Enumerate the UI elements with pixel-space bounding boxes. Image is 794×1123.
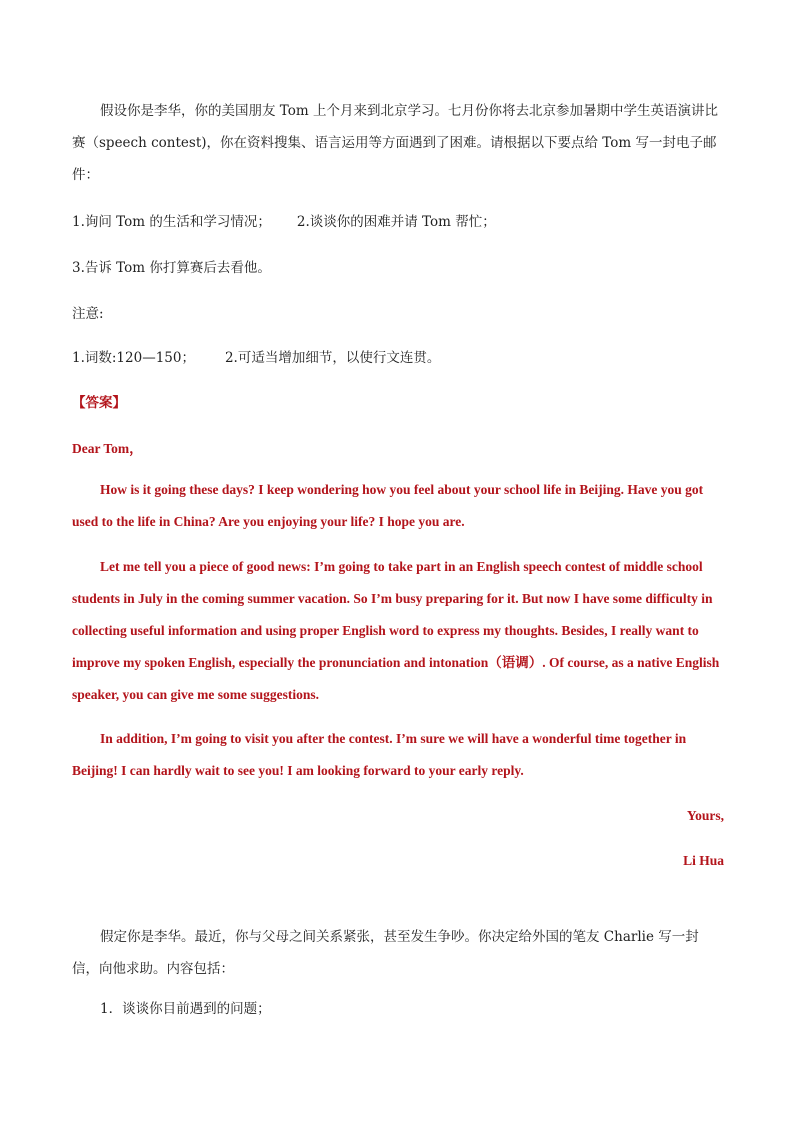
answer-closing: Yours, bbox=[686, 808, 724, 823]
task1-note-label: 注意: bbox=[72, 306, 104, 322]
answer-label: 【答案】 bbox=[72, 395, 126, 410]
task1-note-2: 2.可适当增加细节，以使行文连贯。 bbox=[224, 350, 441, 366]
task1-note-1: 1.词数:120—150； bbox=[72, 350, 195, 366]
task1-point-1: 1.询问 Tom 的生活和学习情况； bbox=[72, 214, 271, 230]
task1-points-line-1 bbox=[72, 210, 724, 230]
answer-paragraph-1: How is it going these days? I keep wondering how you feel about your school life in Beijing. Have you got used to the life in China? Are you enjoying your life? I hope you are. bbox=[72, 482, 704, 529]
task1-point-3: 3.告诉 Tom 你打算赛后去看他。 bbox=[72, 260, 271, 276]
task1-prompt: 假设你是李华，你的美国朋友 Tom 上个月来到北京学习。七月份你将去北京参加暑期中学生英语演讲比赛（speech contest)，你在资料搜集、语言运用等方面遇到了困难。请根据以下要点给 Tom 写一封电子邮件： bbox=[72, 103, 718, 183]
task2-prompt: 假定你是李华。最近，你与父母之间关系紧张，甚至发生争吵。你决定给外国的笔友 Charlie 写一封信，向他求助。内容包括： bbox=[72, 929, 699, 977]
answer-greeting: Dear Tom， bbox=[72, 441, 143, 456]
answer-paragraph-2: Let me tell you a piece of good news: I’m going to take part in an English speech contest of middle school students in July in the coming summer vacation. So I’m busy preparing for it. But now I have some difficulty in collecting useful information and using proper English word to express my thoughts. Besides, I really want to improve my spoken English, especially the pronunciation and intonation（语调）. Of course, as a native English speaker, you can give me some suggestions. bbox=[72, 559, 720, 702]
task2-point-1: 1．谈谈你目前遇到的问题； bbox=[100, 1001, 271, 1017]
answer-paragraph-3: In addition, I’m going to visit you after the contest. I’m sure we will have a wonderful time together in Beijing! I can hardly wait to see you! I am looking forward to your early reply. bbox=[72, 731, 687, 778]
answer-signature: Li Hua bbox=[683, 853, 724, 868]
task1-point-2: 2.谈谈你的困难并请 Tom 帮忙； bbox=[296, 214, 496, 230]
task1-notes-line bbox=[72, 346, 724, 366]
